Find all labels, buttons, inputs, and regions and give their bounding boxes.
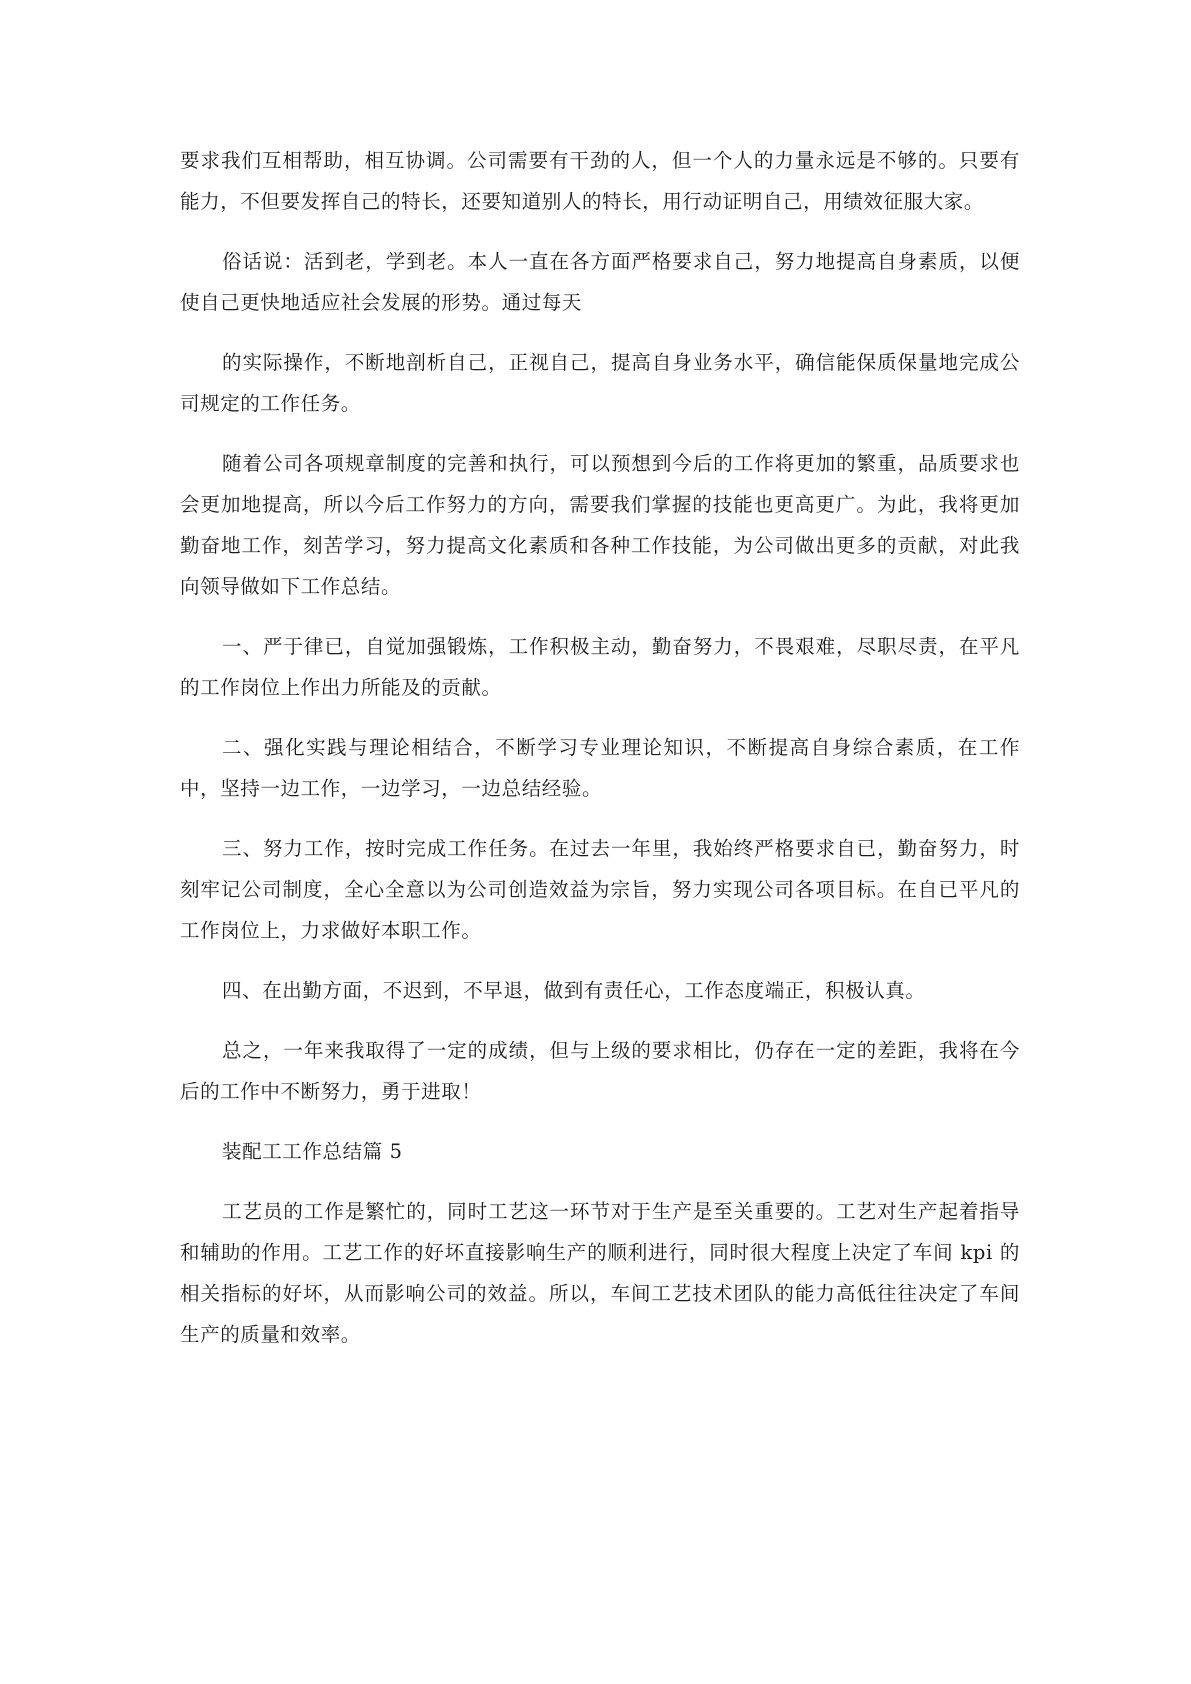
document-page (180, 140, 1020, 1374)
body-paragraph: 三、努力工作，按时完成工作任务。在过去一年里，我始终严格要求自已，勤奋努力，时刻牢记公司制度，全心全意以为公司创造效益为宗旨，努力实现公司各项目标。在自已平凡的工作岗位上，力求做好本职工作。 (180, 837, 1020, 942)
body-paragraph: 俗话说：活到老，学到老。本人一直在各方面严格要求自己，努力地提高自身素质，以便使自己更快地适应社会发展的形势。通过每天 (180, 250, 1020, 314)
body-paragraph: 工艺员的工作是繁忙的，同时工艺这一环节对于生产是至关重要的。工艺对生产起着指导和辅助的作用。工艺工作的好坏直接影响生产的顺利进行，同时很大程度上决定了车间 kpi 的相关指标的好坏，从而影响公司的效益。所以，车间工艺技术团队的能力高低往往决定了车间生产的质量和效率。 (180, 1200, 1020, 1346)
body-paragraph: 总之，一年来我取得了一定的成绩，但与上级的要求相比，仍存在一定的差距，我将在今后的工作中不断努力，勇于进取！ (180, 1039, 1020, 1103)
body-paragraph: 一、严于律已，自觉加强锻炼，工作积极主动，勤奋努力，不畏艰难，尽职尽责，在平凡的工作岗位上作出力所能及的贡献。 (180, 635, 1020, 699)
body-paragraph: 要求我们互相帮助，相互协调。公司需要有干劲的人，但一个人的力量永远是不够的。只要有能力，不但要发挥自己的特长，还要知道别人的特长，用行动证明自己，用绩效征服大家。 (180, 149, 1020, 213)
body-paragraph: 随着公司各项规章制度的完善和执行，可以预想到今后的工作将更加的繁重，品质要求也会更加地提高，所以今后工作努力的方向，需要我们掌握的技能也更高更广。为此，我将更加勤奋地工作，刻苦学习，努力提高文化素质和各种工作技能，为公司做出更多的贡献，对此我向领导做如下工作总结。 (180, 452, 1020, 598)
body-paragraph: 二、强化实践与理论相结合，不断学习专业理论知识，不断提高自身综合素质，在工作中，坚持一边工作，一边学习，一边总结经验。 (180, 736, 1020, 800)
body-paragraph: 的实际操作，不断地剖析自己，正视自己，提高自身业务水平，确信能保质保量地完成公司规定的工作任务。 (180, 351, 1020, 415)
section-title: 装配工工作总结篇 5 (222, 1140, 403, 1163)
body-paragraph: 四、在出勤方面，不迟到，不早退，做到有责任心，工作态度端正，积极认真。 (222, 979, 926, 1002)
